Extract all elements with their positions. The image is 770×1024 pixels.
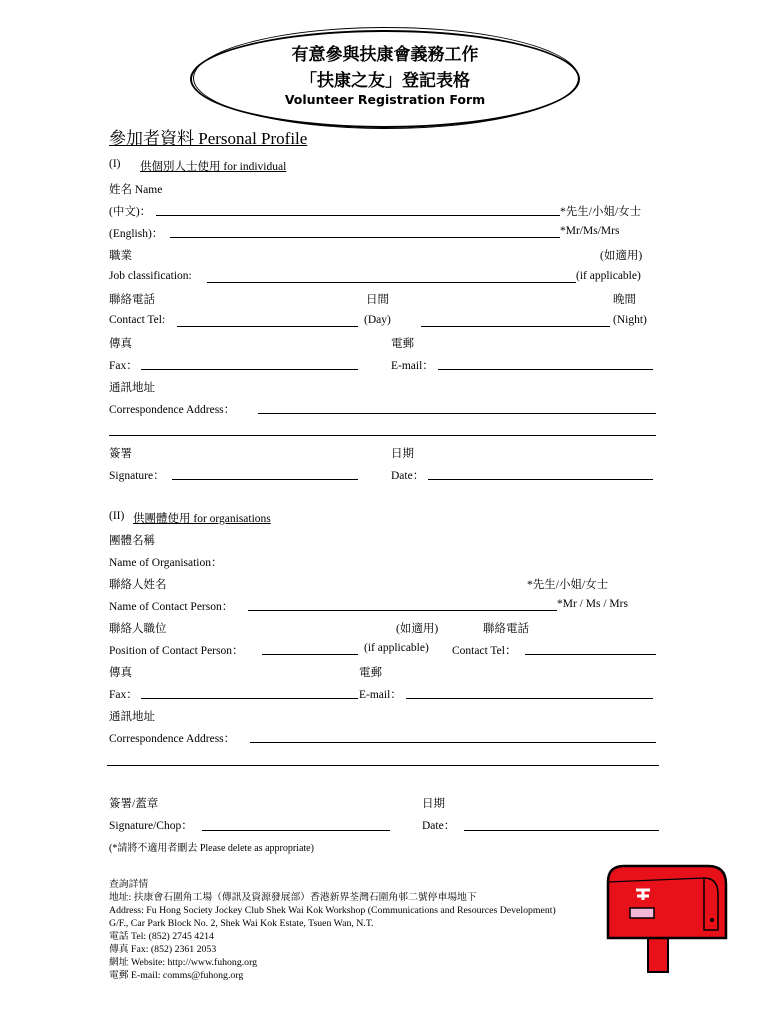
- job-field[interactable]: [207, 282, 576, 283]
- signature-label-zh: 簽署: [109, 448, 132, 460]
- org-address-field-line1[interactable]: [250, 742, 656, 743]
- enquiry-website: 網址 Website: http://www.fuhong.org: [109, 957, 258, 968]
- enquiry-address-zh: 地址: 扶康會石圍角工場（傳訊及資源發展部）香港新界荃灣石圍角邨二號停車場地下: [109, 892, 477, 903]
- address-field-line1[interactable]: [258, 413, 656, 414]
- section-i-number: (I): [109, 158, 121, 170]
- date-label-en: Date：: [391, 470, 425, 482]
- org-address-label-zh: 通訊地址: [109, 711, 155, 723]
- org-tel-field[interactable]: [525, 654, 656, 655]
- org-fax-label-en: Fax：: [109, 689, 138, 701]
- chinese-name-label: (中文)：: [109, 206, 152, 218]
- org-date-field[interactable]: [464, 830, 659, 831]
- title-zh-line2: 「扶康之友」登記表格: [300, 71, 470, 91]
- position-applicable-zh: (如適用): [396, 623, 439, 635]
- job-applicable-en: (if applicable): [576, 270, 641, 282]
- night-label-zh: 晚間: [613, 294, 636, 306]
- mailbox-door-outline: [704, 878, 718, 930]
- email-field[interactable]: [438, 369, 653, 370]
- email-label-en: E-mail：: [391, 360, 434, 372]
- mailbox-slot: [630, 908, 654, 918]
- profile-title: 參加者資料 Personal Profile: [109, 129, 308, 148]
- fax-field[interactable]: [141, 369, 358, 370]
- enquiry-address-en2: G/F., Car Park Block No. 2, Shek Wai Kok Estate, Tsuen Wan, N.T.: [109, 918, 374, 929]
- tel-label-zh: 聯絡電話: [109, 294, 155, 306]
- title-zh-line1: 有意參與扶康會義務工作: [291, 45, 479, 65]
- contact-title-options-en: *Mr / Ms / Mrs: [557, 598, 628, 610]
- date-label-zh: 日期: [391, 448, 414, 460]
- night-label-en: (Night): [613, 314, 647, 326]
- org-tel-label-zh: 聯絡電話: [483, 623, 529, 635]
- address-label-zh: 通訊地址: [109, 382, 155, 394]
- job-label-zh: 職業: [109, 250, 132, 262]
- org-fax-field[interactable]: [141, 698, 358, 699]
- position-label-zh: 聯絡人職位: [109, 623, 167, 635]
- english-name-label: (English)：: [109, 228, 164, 240]
- org-date-label-en: Date：: [422, 820, 456, 832]
- day-tel-field[interactable]: [177, 326, 358, 327]
- org-tel-label-en: Contact Tel：: [452, 645, 517, 657]
- enquiry-title: 查詢詳情: [109, 879, 149, 890]
- org-email-label-zh: 電郵: [359, 667, 382, 679]
- enquiry-email: 電郵 E-mail: comms@fuhong.org: [109, 970, 244, 981]
- org-fax-label-zh: 傳真: [109, 667, 132, 679]
- position-applicable-en: (if applicable): [364, 642, 429, 654]
- section-ii-number: (II): [109, 510, 125, 522]
- contact-person-label-en: Name of Contact Person：: [109, 601, 234, 613]
- enquiry-address-en1: Address: Fu Hong Society Jockey Club Shek Wai Kok Workshop (Communications and Resources Development): [109, 905, 556, 916]
- mailbox-post: [648, 934, 668, 972]
- address-field-line2[interactable]: [109, 435, 656, 436]
- org-address-field-line2[interactable]: [107, 765, 659, 766]
- section-i-heading: 供個別人士使用 for individual: [140, 161, 287, 173]
- day-label-zh: 日間: [366, 294, 389, 306]
- enquiry-tel: 電話 Tel: (852) 2745 4214: [109, 931, 214, 942]
- fax-label-zh: 傳真: [109, 338, 132, 350]
- org-name-label-zh: 團體名稱: [109, 535, 155, 547]
- english-title-options: *Mr/Ms/Mrs: [560, 225, 620, 237]
- chinese-name-field[interactable]: [156, 215, 560, 216]
- enquiry-fax: 傳真 Fax: (852) 2361 2053: [109, 944, 217, 955]
- job-label-en: Job classification:: [109, 270, 192, 282]
- org-signature-field[interactable]: [202, 830, 390, 831]
- date-field[interactable]: [428, 479, 653, 480]
- org-signature-label-zh: 簽署/蓋章: [109, 798, 159, 810]
- tel-label-en: Contact Tel:: [109, 314, 166, 326]
- night-tel-field[interactable]: [421, 326, 610, 327]
- position-label-en: Position of Contact Person：: [109, 645, 244, 657]
- address-label-en: Correspondence Address：: [109, 404, 236, 416]
- org-address-label-en: Correspondence Address：: [109, 733, 236, 745]
- position-field[interactable]: [262, 654, 358, 655]
- contact-person-field[interactable]: [248, 610, 557, 611]
- org-signature-label-en: Signature/Chop：: [109, 820, 193, 832]
- chinese-title-options: *先生/小姐/女士: [560, 206, 642, 218]
- title-en: Volunteer Registration Form: [284, 92, 486, 107]
- org-date-label-zh: 日期: [422, 798, 445, 810]
- name-label: 姓名 Name: [109, 184, 163, 196]
- day-label-en: (Day): [364, 314, 391, 326]
- org-name-label-en: Name of Organisation：: [109, 557, 223, 569]
- delete-note: (*請將不適用者刪去 Please delete as appropriate): [109, 843, 314, 854]
- mailbox-icon: [600, 860, 735, 975]
- signature-label-en: Signature：: [109, 470, 165, 482]
- org-email-label-en: E-mail：: [359, 689, 402, 701]
- email-label-zh: 電郵: [391, 338, 414, 350]
- fax-label-en: Fax：: [109, 360, 138, 372]
- org-email-field[interactable]: [406, 698, 653, 699]
- contact-person-label-zh: 聯絡人姓名: [109, 579, 167, 591]
- signature-field[interactable]: [172, 479, 358, 480]
- english-name-field[interactable]: [170, 237, 560, 238]
- contact-title-options-zh: *先生/小姐/女士: [527, 579, 609, 591]
- job-applicable-zh: (如適用): [600, 250, 643, 262]
- section-ii-heading: 供團體使用 for organisations: [133, 513, 271, 525]
